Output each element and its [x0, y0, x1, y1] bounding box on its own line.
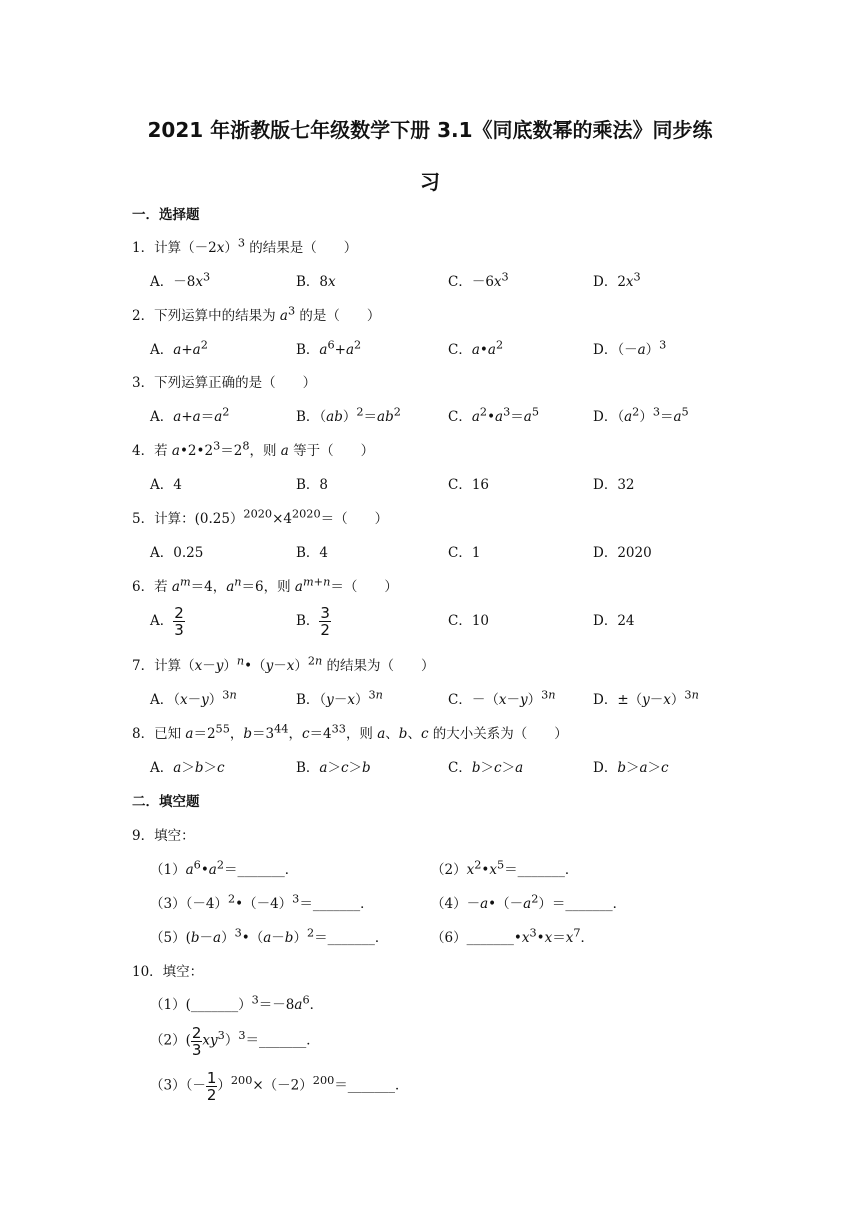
option-d: D．b＞a＞c: [593, 760, 669, 776]
section-heading-fill: 二．填空题: [132, 794, 200, 810]
option-c: C．10: [448, 613, 490, 629]
option-a: A．4: [150, 477, 182, 493]
option-a: A．$a+a=a^2$: [150, 405, 230, 425]
option-a: A．$a+a^2$: [150, 338, 208, 358]
title-line-1: 2021 年浙教版七年级数学下册 3.1《同底数幂的乘法》同步练: [147, 118, 713, 142]
title-line-2: 习: [420, 170, 440, 194]
option-d: D．24: [593, 613, 635, 629]
question-stem: 10．填空：: [132, 964, 204, 980]
option-c: C．$-6x^3$: [448, 270, 509, 290]
fill-item: $(5)(b-a)^3•(a-b)^2=\_\_\_\_\_\_\_$．: [150, 926, 389, 946]
option-row: [0, 603, 860, 643]
section-heading-choice: 一．选择题: [132, 207, 200, 223]
option-c: C．$a•a^2$: [448, 338, 504, 358]
option-c: C．16: [448, 477, 490, 493]
question-stem: 4．若 $a•2•2^3=2^8$，则 a 等于（ ）: [132, 439, 375, 459]
option-c: C．$a^2•a^3=a^5$: [448, 405, 540, 425]
question-stem: 1．计算$(-2x)^3$ 的结果是（ ）: [132, 236, 358, 256]
fill-item: $(2)x^2•x^5=\_\_\_\_\_\_\_$．: [431, 858, 579, 878]
option-b: B．$(y-x)^{3n}$: [296, 688, 383, 708]
option-a: A．$(x-y)^{3n}$: [150, 688, 237, 708]
option-d: D．$(a^2)^3=a^5$: [593, 405, 689, 425]
option-b: B．$a^6+a^2$: [296, 338, 362, 358]
option-a: A．0.25: [150, 545, 204, 561]
question-stem: 9．填空：: [132, 828, 195, 844]
option-c: C．$-(x-y)^{3n}$: [448, 688, 556, 708]
option-a: A．a＞b＞c: [150, 760, 225, 776]
option-c: C．1: [448, 545, 481, 561]
fill-item: $(1)(\_\_\_\_\_\_\_)^3=-8a^6$．: [150, 993, 324, 1013]
page-title: [0, 104, 860, 208]
option-d: D．$\pm(y-x)^{3n}$: [593, 688, 699, 708]
option-b: B．8: [296, 477, 329, 493]
fill-item: $(6)\_\_\_\_\_\_\_•x^3•x=x^7$．: [431, 926, 594, 946]
fill-item: $(3)(-4)^2•(-4)^3=\_\_\_\_\_\_\_$．: [150, 892, 374, 912]
fill-item: （3）（－ $\frac{1}{2}$ ）$^{200}\times(-2)^{200}=\_\_\_\_\_\_\_$．: [150, 1068, 409, 1104]
option-c: C．b＞c＞a: [448, 760, 524, 776]
option-b: B．4: [296, 545, 329, 561]
option-b: B． $\frac{3}{2}$: [296, 604, 330, 639]
option-b: B．a＞c＞b: [296, 760, 371, 776]
fill-item: $(1)a^6•a^2=\_\_\_\_\_\_\_$．: [150, 858, 299, 878]
option-a: A．$-8x^3$: [150, 270, 211, 290]
question-stem: 7．计算$(x-y)^n•(y-x)^{2n}$ 的结果为（ ）: [132, 654, 435, 674]
option-b: B．$(ab)^2=ab^2$: [296, 405, 401, 425]
question-stem: 3．下列运算正确的是（ ）: [132, 375, 317, 391]
option-d: D．32: [593, 477, 635, 493]
fill-item: （2）( $\frac{2}{3}$ $xy^3)^3=\_\_\_\_\_\_\_$．: [150, 1023, 320, 1059]
question-stem: 6．若 $a^m=4$，$a^n=6$，则 $a^{m+n}=$（ ）: [132, 575, 398, 595]
fill-item: $(4)-a•(-a^2)=\_\_\_\_\_\_\_$．: [431, 892, 627, 912]
option-d: D．$2x^3$: [593, 270, 641, 290]
option-d: D．2020: [593, 545, 652, 561]
question-stem: 2．下列运算中的结果为 $a^3$ 的是（ ）: [132, 304, 381, 324]
option-b: B．8x: [296, 274, 336, 290]
question-stem: 5．计算：$(0.25)^{2020}\times 4^{2020}=$（ ）: [132, 507, 389, 527]
question-stem: 8．已知 $a=2^{55}$，$b=3^{44}$，$c=4^{33}$，则 a、b、c 的大小关系为（ ）: [132, 722, 568, 742]
option-d: D．$(-a)^3$: [593, 338, 667, 358]
option-a: A． $\frac{2}{3}$: [150, 604, 184, 639]
